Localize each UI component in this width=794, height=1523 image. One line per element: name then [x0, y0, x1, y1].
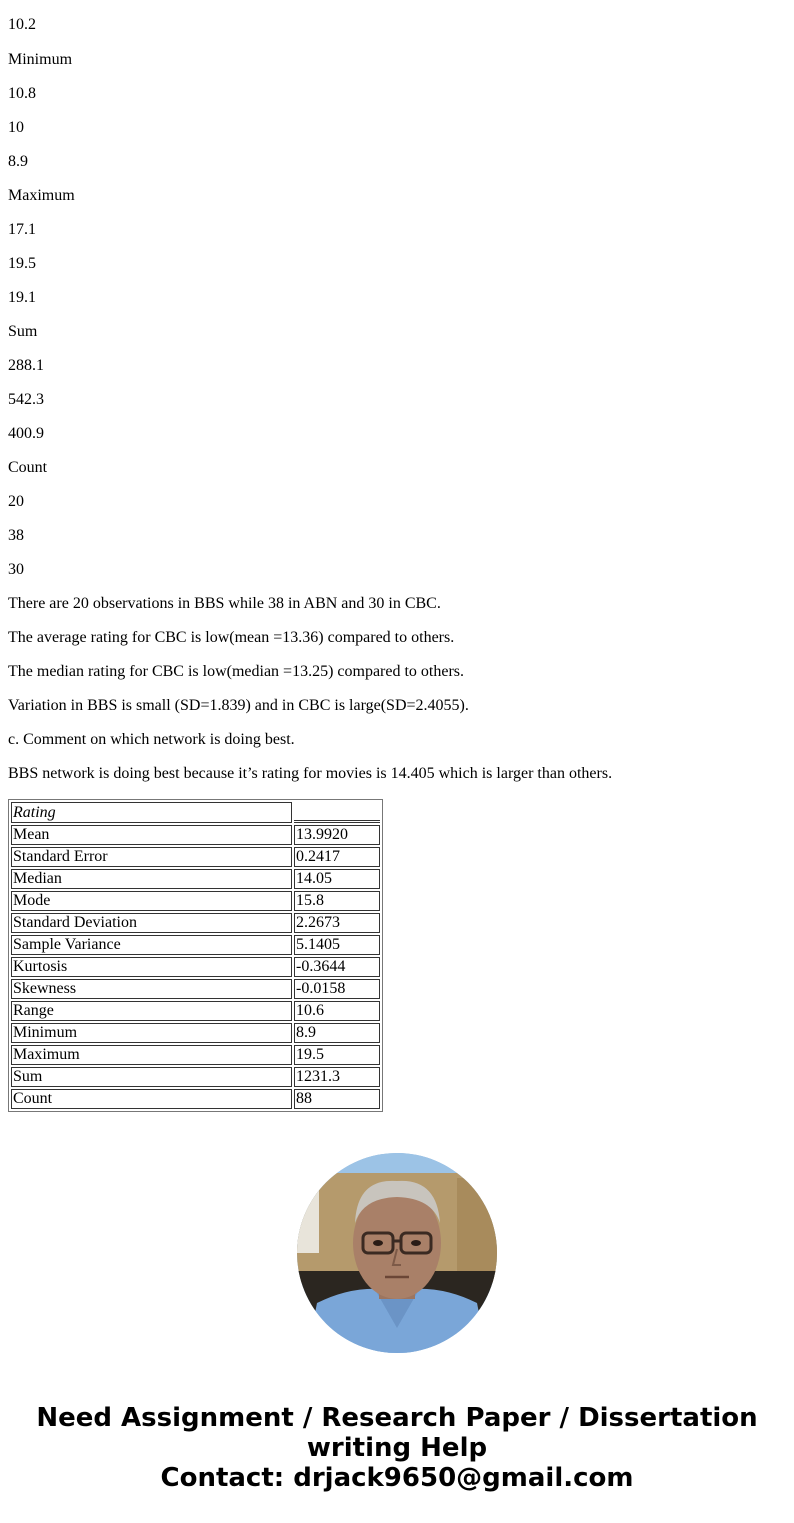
- paragraph: 30: [8, 561, 24, 578]
- paragraph: The median rating for CBC is low(median =13.25) compared to others.: [8, 663, 465, 680]
- stat-label: Standard Deviation: [11, 913, 292, 933]
- stat-value: 5.1405: [294, 935, 380, 955]
- paragraph: The average rating for CBC is low(mean =13.36) compared to others.: [8, 629, 455, 646]
- table-row: [11, 1067, 380, 1087]
- paragraph: 19.1: [8, 289, 36, 306]
- stat-value: 13.9920: [294, 825, 380, 845]
- table-row: [11, 825, 380, 845]
- paragraph: BBS network is doing best because it’s rating for movies is 14.405 which is larger than others.: [8, 765, 613, 782]
- paragraph: 10.8: [8, 85, 36, 102]
- paragraph: Minimum: [8, 51, 73, 68]
- table-row: [11, 869, 380, 889]
- banner-line-2: writing Help: [306, 1433, 488, 1463]
- stat-label: Standard Error: [11, 847, 292, 867]
- avatar-portrait-icon: [297, 1153, 497, 1353]
- stat-value: 15.8: [294, 891, 380, 911]
- table-row: [11, 891, 380, 911]
- stat-value: 14.05: [294, 869, 380, 889]
- table-header-blank: [294, 802, 380, 823]
- table-row: [11, 1089, 380, 1109]
- banner-contact-email: Contact: drjack9650@gmail.com: [160, 1463, 634, 1493]
- stat-label: Sum: [11, 1067, 292, 1087]
- table-row: [11, 847, 380, 867]
- stat-label: Sample Variance: [11, 935, 292, 955]
- stat-value: -0.0158: [294, 979, 380, 999]
- stat-label: Median: [11, 869, 292, 889]
- table-row: [11, 1023, 380, 1043]
- stat-label: Range: [11, 1001, 292, 1021]
- stat-label: Kurtosis: [11, 957, 292, 977]
- table-row: [11, 1045, 380, 1065]
- stat-value: 2.2673: [294, 913, 380, 933]
- stat-label: Minimum: [11, 1023, 292, 1043]
- stat-label: Count: [11, 1089, 292, 1109]
- stat-value: 1231.3: [294, 1067, 380, 1087]
- paragraph: 10.2: [8, 16, 36, 33]
- table-row: [11, 913, 380, 933]
- paragraph: 542.3: [8, 391, 44, 408]
- paragraph: 20: [8, 493, 24, 510]
- paragraph: Sum: [8, 323, 38, 340]
- stat-label: Skewness: [11, 979, 292, 999]
- stat-value: 0.2417: [294, 847, 380, 867]
- stat-label: Mean: [11, 825, 292, 845]
- table-header-row: [11, 802, 380, 823]
- paragraph: Count: [8, 459, 48, 476]
- paragraph: c. Comment on which network is doing best.: [8, 731, 295, 748]
- table-header-label: Rating: [11, 802, 292, 823]
- paragraph: 10: [8, 119, 24, 136]
- stat-label: Mode: [11, 891, 292, 911]
- table-row: [11, 1001, 380, 1021]
- stat-value: 8.9: [294, 1023, 380, 1043]
- table-row: [11, 957, 380, 977]
- stat-label: Maximum: [11, 1045, 292, 1065]
- paragraph: Maximum: [8, 187, 75, 204]
- document-body: [8, 0, 786, 782]
- stat-value: 88: [294, 1089, 380, 1109]
- author-avatar: [297, 1153, 497, 1353]
- paragraph: Variation in BBS is small (SD=1.839) and in CBC is large(SD=2.4055).: [8, 697, 469, 714]
- banner-line-1: Need Assignment / Research Paper / Dissertation: [36, 1403, 758, 1433]
- contact-banner: [0, 1403, 794, 1493]
- paragraph: There are 20 observations in BBS while 38 in ABN and 30 in CBC.: [8, 595, 441, 612]
- paragraph: 288.1: [8, 357, 44, 374]
- descriptive-stats-table: [8, 799, 383, 1112]
- stat-value: 10.6: [294, 1001, 380, 1021]
- paragraph: 19.5: [8, 255, 36, 272]
- paragraph: 38: [8, 527, 24, 544]
- stat-value: 19.5: [294, 1045, 380, 1065]
- table-row: [11, 935, 380, 955]
- paragraph: 17.1: [8, 221, 36, 238]
- paragraph: 8.9: [8, 153, 28, 170]
- stat-value: -0.3644: [294, 957, 380, 977]
- table-row: [11, 979, 380, 999]
- paragraph: 400.9: [8, 425, 44, 442]
